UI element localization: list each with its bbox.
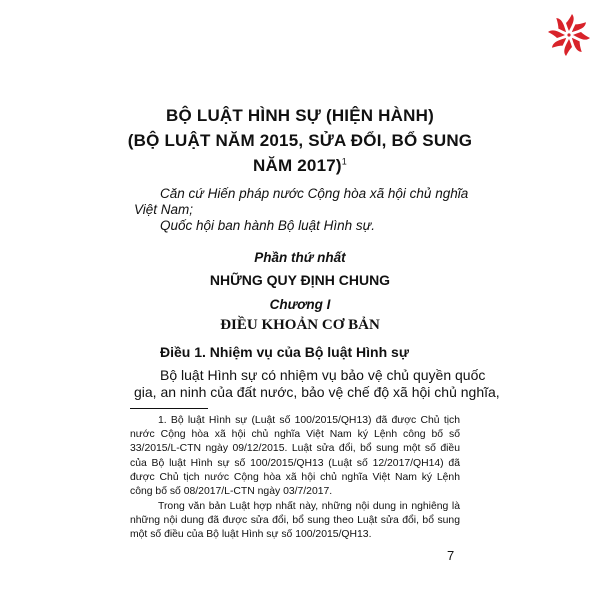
title-line-3 bbox=[0, 156, 600, 176]
article-line-1: Bộ luật Hình sự có nhiệm vụ bảo vệ chủ quyền quốc bbox=[160, 367, 486, 383]
preamble-line-2: Việt Nam; bbox=[134, 202, 194, 217]
part-name: NHỮNG QUY ĐỊNH CHUNG bbox=[209, 272, 391, 288]
footnote-marker: 1 bbox=[341, 156, 347, 167]
chapter-label: Chương I bbox=[269, 297, 331, 312]
title-line-3-text: NĂM 2017) bbox=[253, 156, 342, 175]
red-flower-logo-icon bbox=[546, 12, 592, 58]
preamble-line-1: Căn cứ Hiến pháp nước Cộng hòa xã hội chủ nghĩa bbox=[160, 186, 469, 201]
article-line-2: gia, an ninh của đất nước, bảo vệ chế độ xã hội chủ nghĩa, bbox=[134, 384, 500, 400]
page-number: 7 bbox=[447, 548, 455, 563]
footnote-paragraph-2: Trong văn bản Luật hợp nhất này, những nội dung in nghiêng là những nội dung đã được sửa đổi, bổ sung theo Luật sửa đổi, bổ sung một số điều của Bộ luật Hình sự số 100/2015/QH13. bbox=[130, 501, 460, 541]
part-label: Phần thứ nhất bbox=[254, 250, 346, 265]
footnote-paragraph-1: 1. Bộ luật Hình sự (Luật số 100/2015/QH13) đã được Chủ tịch nước Cộng hòa xã hội chủ nghĩa Việt Nam ký Lệnh công bố số 33/2015/L-CTN ngày 09/12/2015. Luật sửa đổi, bổ sung một số điều của Bộ luật Hình sự số 100/2015/QH13 (Luật số 12/2017/QH14) đã được Chủ tịch nước Cộng hòa xã hội chủ nghĩa Việt Nam ký Lệnh công bố số 08/2017/L-CTN ngày 03/7/2017. bbox=[130, 415, 460, 498]
footnote-divider bbox=[130, 408, 208, 409]
title-line-1: BỘ LUẬT HÌNH SỰ (HIỆN HÀNH) bbox=[166, 106, 434, 125]
chapter-name: ĐIỀU KHOẢN CƠ BẢN bbox=[220, 317, 380, 333]
preamble-line-3: Quốc hội ban hành Bộ luật Hình sự. bbox=[160, 218, 375, 233]
title-line-2: (BỘ LUẬT NĂM 2015, SỬA ĐỔI, BỔ SUNG bbox=[127, 131, 473, 150]
article-heading: Điều 1. Nhiệm vụ của Bộ luật Hình sự bbox=[160, 344, 409, 360]
